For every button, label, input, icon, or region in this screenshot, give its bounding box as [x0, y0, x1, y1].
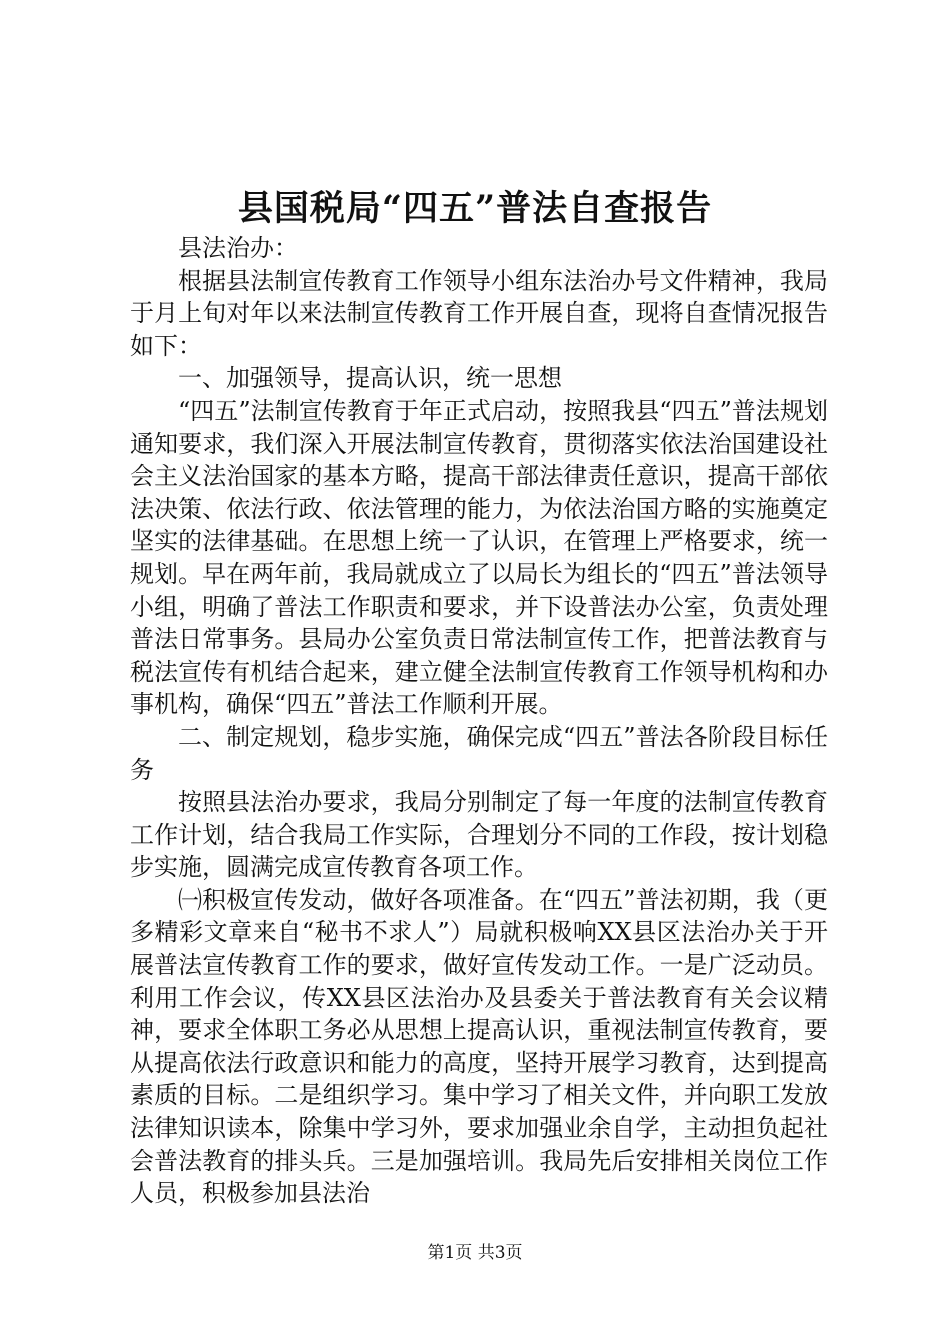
body-paragraph: “四五”法制宣传教育于年正式启动，按照我县“四五”普法规划通知要求，我们深入开展法制宣传教育，贯彻落实依法治国建设社会主义法治国家的基本方略，提高干部法律责任意识，提高干部依法决策、依法行政、依法管理的能力，为依法治国方略的实施奠定坚实的法律基础。在思想上统一了认识，在管理上严格要求，统一规划。早在两年前，我局就成立了以局长为组长的“四五”普法领导小组，明确了普法工作职责和要求，并下设普法办公室，负责处理普法日常事务。县局办公室负责日常法制宣传工作，把普法教育与税法宣传有机结合起来，建立健全法制宣传教育工作领导机构和办事机构，确保“四五”普法工作顺利开展。 [130, 396, 828, 719]
body-paragraph: ㈠积极宣传发动，做好各项准备。在“四五”普法初期，我（更多精彩文章来自“秘书不求人”）局就积极响XX县区法治办关于开展普法宣传教育工作的要求，做好宣传发动工作。一是广泛动员。利用工作会议，传XX县区法治办及县委关于普法教育有关会议精神，要求全体职工务必从思想上提高认识，重视法制宣传教育，要从提高依法行政意识和能力的高度，坚持开展学习教育，达到提高素质的目标。二是组织学习。集中学习了相关文件，并向职工发放法律知识读本，除集中学习外，要求加强业余自学，主动担负起社会普法教育的排头兵。三是加强培训。我局先后安排相关岗位工作人员，积极参加县法治 [130, 885, 828, 1208]
page-number: 第1页 共3页 [427, 1243, 523, 1263]
body-paragraph: 根据县法制宣传教育工作领导小组东法治办号文件精神，我局于月上旬对年以来法制宣传教育工作开展自查，现将自查情况报告如下： [130, 266, 828, 360]
body-paragraph: 按照县法治办要求，我局分别制定了每一年度的法制宣传教育工作计划，结合我局工作实际，合理划分不同的工作段，按计划稳步实施，圆满完成宣传教育各项工作。 [130, 788, 828, 882]
document-title: 县国税局“四五”普法自查报告 [237, 188, 713, 229]
salutation: 县法治办： [178, 234, 298, 262]
document-body [130, 232, 828, 1210]
section-heading: 一、加强领导，提高认识，统一思想 [178, 364, 562, 393]
section-heading: 二、制定规划，稳步实施，确保完成“四五”普法各阶段目标任务 [130, 722, 828, 784]
